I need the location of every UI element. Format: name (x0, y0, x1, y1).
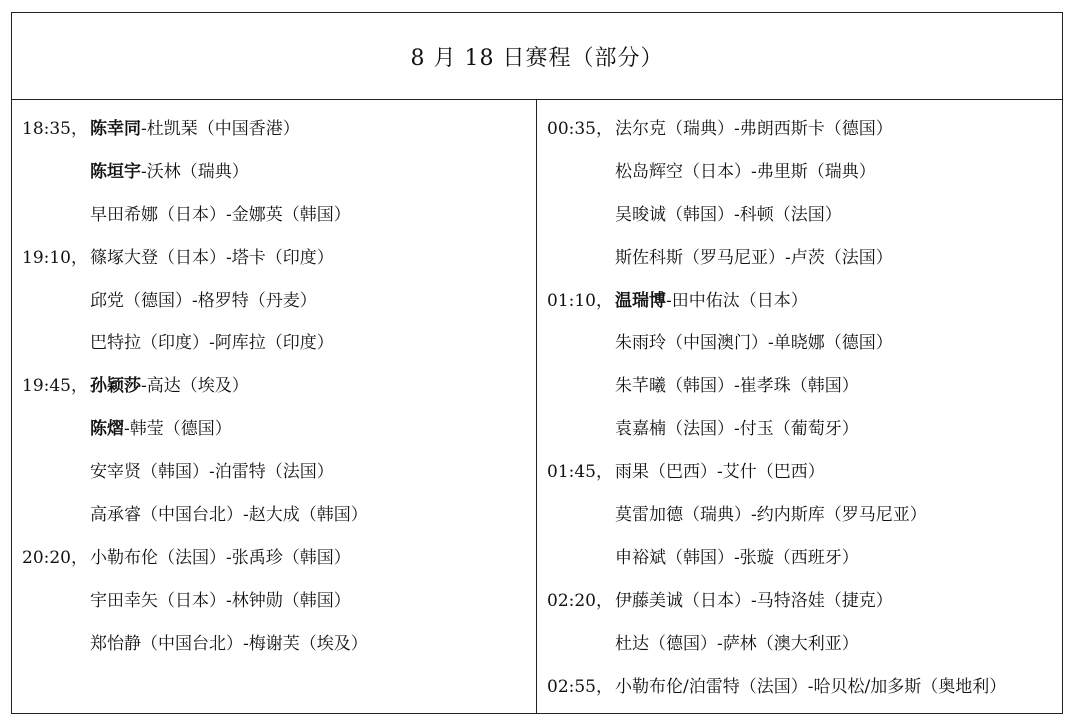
match-line (537, 663, 1064, 706)
match-text (90, 328, 334, 353)
match-line (12, 105, 536, 148)
match-text (90, 629, 368, 654)
match-opponents: 莫雷加德（瑞典）-约内斯库（罗马尼亚） (615, 504, 927, 525)
chinese-player-name: 温瑞博 (615, 290, 666, 311)
right-column (537, 100, 1064, 713)
match-opponents: 朱雨玲（中国澳门）-单晓娜（德国） (615, 333, 893, 354)
match-text (615, 200, 842, 225)
match-line (12, 277, 536, 320)
match-time: 18:35， (22, 118, 88, 139)
match-text (615, 243, 893, 268)
left-column (12, 100, 537, 713)
match-opponents: 高承睿（中国台北）-赵大成（韩国） (90, 504, 368, 525)
match-text (615, 414, 859, 439)
match-text (615, 500, 927, 525)
match-opponents: -高达（埃及） (141, 376, 249, 397)
match-opponents: 郑怡静（中国台北）-梅谢芙（埃及） (90, 633, 368, 654)
match-line (12, 362, 536, 405)
match-line (12, 234, 536, 277)
match-line (12, 148, 536, 191)
match-opponents: -沃林（瑞典） (141, 161, 249, 182)
match-line (12, 620, 536, 663)
match-opponents: 小勒布伦/泊雷特（法国）-哈贝松/加多斯（奥地利） (615, 676, 1007, 697)
match-opponents: 早田希娜（日本）-金娜英（韩国） (90, 204, 351, 225)
match-opponents: 松岛辉空（日本）-弗里斯（瑞典） (615, 161, 876, 182)
match-opponents: -韩莹（德国） (124, 419, 232, 440)
match-opponents: 篠塚大登（日本）-塔卡（印度） (90, 247, 334, 268)
title-row (12, 13, 1062, 100)
match-line (12, 405, 536, 448)
chinese-player-name: 孙颖莎 (90, 376, 141, 397)
match-text (90, 286, 317, 311)
match-text (90, 457, 334, 482)
match-text (615, 371, 859, 396)
match-line (537, 405, 1064, 448)
match-text (90, 114, 300, 139)
match-time: 02:20， (547, 590, 613, 611)
match-opponents: -田中佑汰（日本） (666, 290, 808, 311)
match-text (90, 371, 249, 396)
match-text (90, 243, 334, 268)
match-opponents: 吴晙诚（韩国）-科顿（法国） (615, 204, 842, 225)
match-text (90, 500, 368, 525)
match-line (537, 362, 1064, 405)
match-line (12, 491, 536, 534)
match-line (537, 105, 1064, 148)
match-opponents: 袁嘉楠（法国）-付玉（葡萄牙） (615, 419, 859, 440)
match-text (90, 586, 351, 611)
chinese-player-name: 陈幸同 (90, 118, 141, 139)
match-line (537, 534, 1064, 577)
match-opponents: 朱芊曦（韩国）-崔孝珠（韩国） (615, 376, 859, 397)
match-text (615, 672, 1006, 697)
match-text (90, 414, 232, 439)
match-opponents: 小勒布伦（法国）-张禹珍（韩国） (90, 547, 351, 568)
match-time: 02:55， (547, 676, 613, 697)
match-text (615, 114, 893, 139)
schedule-table (11, 12, 1063, 714)
match-text (615, 543, 859, 568)
match-text (90, 157, 249, 182)
match-time: 19:10， (22, 247, 88, 268)
match-line (12, 577, 536, 620)
match-time: 20:20， (22, 547, 88, 568)
match-line (12, 191, 536, 234)
match-line (537, 448, 1064, 491)
match-text (615, 586, 893, 611)
match-line (12, 319, 536, 362)
match-opponents: 伊藤美诚（日本）-马特洛娃（捷克） (615, 590, 893, 611)
match-opponents: 巴特拉（印度）-阿库拉（印度） (90, 333, 334, 354)
match-time: 01:10， (547, 290, 613, 311)
match-opponents: 斯佐科斯（罗马尼亚）-卢茨（法国） (615, 247, 893, 268)
chinese-player-name: 陈熠 (90, 419, 124, 440)
match-text (90, 200, 351, 225)
match-text (90, 543, 351, 568)
match-text (615, 328, 893, 353)
page-title: 8 月 18 日赛程（部分） (410, 45, 664, 71)
match-opponents: -杜凯琹（中国香港） (141, 118, 300, 139)
match-opponents: 雨果（巴西）-艾什（巴西） (615, 462, 825, 483)
match-line (537, 491, 1064, 534)
match-time: 00:35， (547, 118, 613, 139)
match-line (537, 577, 1064, 620)
match-line (537, 148, 1064, 191)
match-line (537, 234, 1064, 277)
match-line (537, 277, 1064, 320)
match-time: 01:45， (547, 462, 613, 483)
match-line (537, 191, 1064, 234)
match-line (537, 620, 1064, 663)
match-text (615, 157, 876, 182)
match-opponents: 杜达（德国）-萨林（澳大利亚） (615, 633, 859, 654)
match-opponents: 法尔克（瑞典）-弗朗西斯卡（德国） (615, 118, 893, 139)
match-opponents: 宇田幸矢（日本）-林钟勋（韩国） (90, 590, 351, 611)
match-line (12, 448, 536, 491)
chinese-player-name: 陈垣宇 (90, 161, 141, 182)
match-time: 19:45， (22, 376, 88, 397)
match-opponents: 安宰贤（韩国）-泊雷特（法国） (90, 462, 334, 483)
match-text (615, 457, 825, 482)
match-opponents: 邱党（德国）-格罗特（丹麦） (90, 290, 317, 311)
match-text (615, 629, 859, 654)
match-line (537, 319, 1064, 362)
match-line (12, 534, 536, 577)
match-opponents: 申裕斌（韩国）-张璇（西班牙） (615, 547, 859, 568)
match-text (615, 286, 808, 311)
